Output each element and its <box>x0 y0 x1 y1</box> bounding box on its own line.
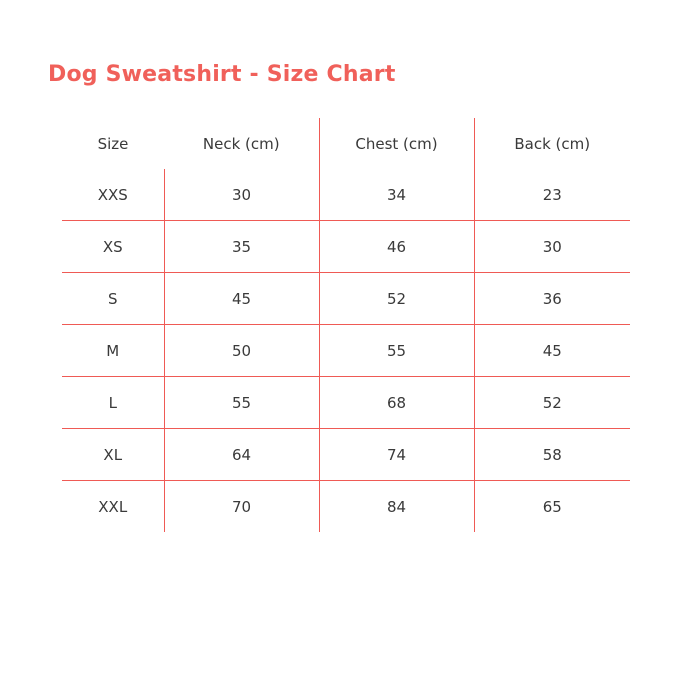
cell-size: XXS <box>62 169 164 221</box>
cell-size: L <box>62 377 164 429</box>
cell-neck: 55 <box>164 377 319 429</box>
table-row <box>62 169 630 221</box>
table-row <box>62 325 630 377</box>
cell-size: XL <box>62 429 164 481</box>
cell-chest: 46 <box>319 221 474 273</box>
cell-neck: 50 <box>164 325 319 377</box>
column-header-neck: Neck (cm) <box>164 118 319 169</box>
column-header-chest: Chest (cm) <box>319 118 474 169</box>
cell-chest: 55 <box>319 325 474 377</box>
table-row <box>62 377 630 429</box>
table-row <box>62 273 630 325</box>
cell-chest: 52 <box>319 273 474 325</box>
table-header <box>62 118 630 169</box>
cell-chest: 68 <box>319 377 474 429</box>
cell-neck: 45 <box>164 273 319 325</box>
cell-neck: 35 <box>164 221 319 273</box>
cell-size: M <box>62 325 164 377</box>
table-body <box>62 169 630 532</box>
cell-back: 36 <box>474 273 630 325</box>
cell-back: 65 <box>542 497 562 516</box>
cell-back: 58 <box>474 429 630 481</box>
table-row <box>62 429 630 481</box>
cell-neck: 64 <box>164 429 319 481</box>
cell-chest: 74 <box>319 429 474 481</box>
cell-chest: 34 <box>319 169 474 221</box>
cell-back: 52 <box>474 377 630 429</box>
cell-size: S <box>62 273 164 325</box>
table-row <box>62 221 630 273</box>
cell-neck: 70 <box>164 481 319 533</box>
table-header-row <box>62 118 630 169</box>
cell-back: 45 <box>474 325 630 377</box>
cell-size: XS <box>62 221 164 273</box>
column-header-size: Size <box>97 134 129 153</box>
size-chart-container <box>62 118 630 532</box>
page-title: Dog Sweatshirt - Size Chart <box>48 62 396 87</box>
size-chart-table <box>62 118 630 532</box>
cell-back: 23 <box>474 169 630 221</box>
table-row <box>62 481 630 533</box>
cell-chest: 84 <box>319 481 474 533</box>
cell-neck: 30 <box>164 169 319 221</box>
cell-back: 30 <box>474 221 630 273</box>
column-header-back: Back (cm) <box>514 134 591 153</box>
cell-size: XXL <box>62 481 164 533</box>
